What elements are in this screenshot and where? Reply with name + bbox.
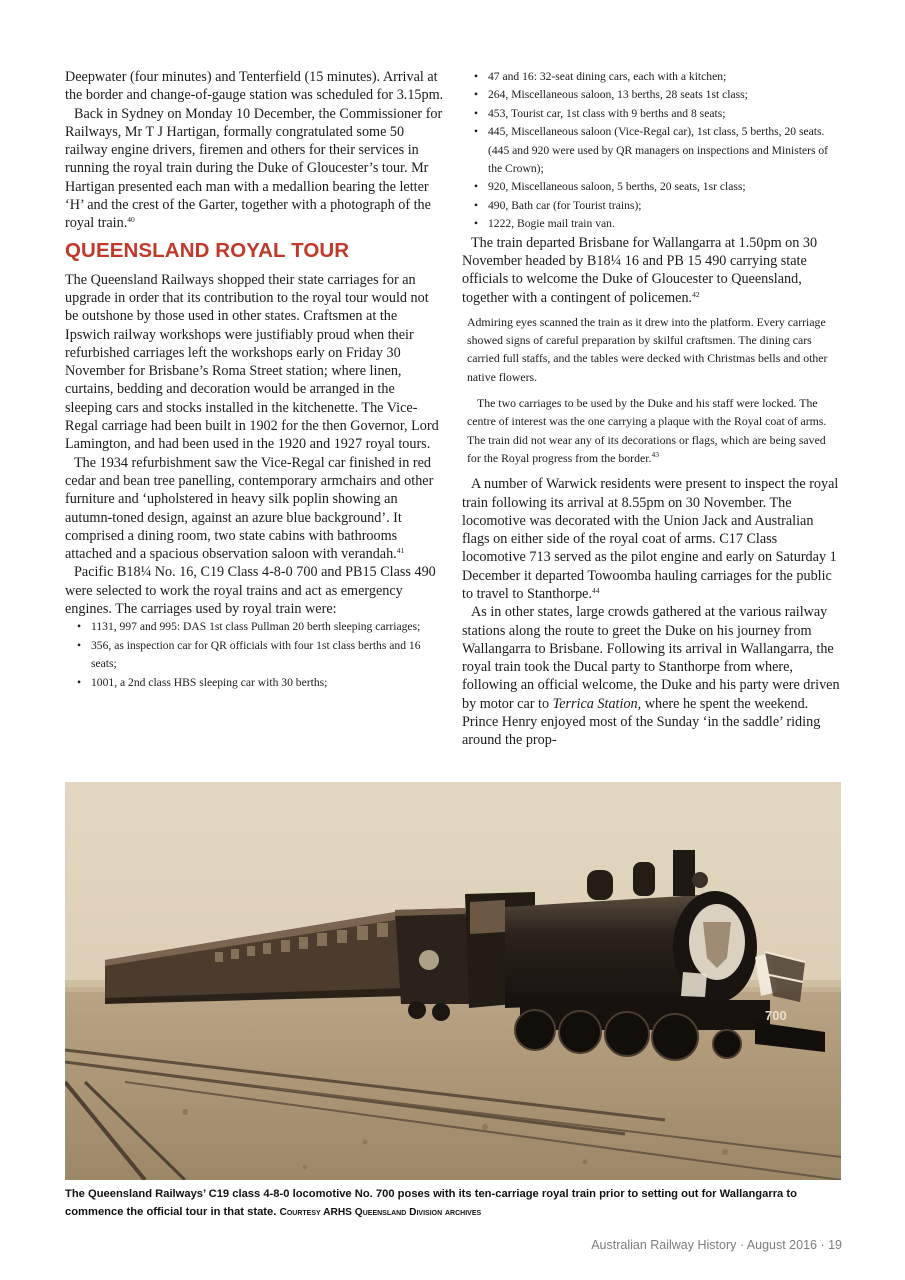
list-item: • 264, Miscellaneous saloon, 13 berths, 28 seats 1st class; — [474, 88, 748, 102]
list-item: • 445, Miscellaneous saloon (Vice-Regal car), 1st class, 5 berths, 20 seats. (445 and 920 were used by QR managers on inspections and Ministers of the Crown); — [474, 125, 829, 176]
carriage-list — [462, 68, 842, 234]
list-item: • 356, as inspection car for QR officials with four 1st class berths and 16 seats; — [77, 638, 421, 671]
quote-paragraph: Admiring eyes scanned the train as it drew into the platform. Every carriage showed signs of careful preparation by skilful craftsmen. The dining cars carried full staffs, and the tables were decked with Christmas bells and other native flowers. — [467, 314, 828, 384]
paragraph: Deepwater (four minutes) and Tenterfield (15 minutes). Arrival at the border and change-of-gauge station was scheduled for 3.15pm. — [65, 69, 444, 104]
quote-paragraph: The two carriages to be used by the Duke and his staff were locked. The centre of interest was the one carrying a plaque with the Royal coat of arms. The train did not wear any of its decorations or flags, which are being saved for the Royal progress from the border.$^{43}$ — [467, 396, 827, 465]
section-heading: QUEENSLAND ROYAL TOUR — [65, 238, 350, 262]
right-column — [462, 68, 842, 750]
carriage-list — [65, 618, 445, 692]
left-column — [65, 68, 445, 692]
list-item: • 453, Tourist car, 1st class with 9 berths and 8 seats; — [474, 106, 726, 120]
footnote-ref: 44 — [592, 586, 600, 595]
train-photo — [65, 782, 841, 1180]
footnote-ref: 40 — [127, 215, 135, 225]
paragraph: Back in Sydney on Monday 10 December, the Commissioner for Railways, Mr T J Hartigan, formally congratulated some 50 railway engine drivers, firemen and others for their services in running the royal train during the Duke of Gloucester’s tour. Mr Hartigan presented each man with a medallion bearing the letter ‘H’ and the crest of the Garter, together with a photograph of the royal train.$^{40}$ — [65, 105, 443, 232]
list-item: • 1131, 997 and 995: DAS 1st class Pullman 20 berth sleeping carriages; — [77, 620, 421, 634]
list-item: • 1222, Bogie mail train van. — [474, 217, 615, 231]
paragraph: As in other states, large crowds gathered at the various railway stations along the route to greet the Duke on his journey from Wallangarra to Brisbane. Following its arrival in Wallangarra, the royal train took the Ducal party to Stanthorpe from where, following an official welcome, the Duke and his party were driven by motor car to Terrica Station, where he spent the weekend. Prince Henry enjoyed most of the Sunday ‘in the saddle’ riding around the prop- — [462, 604, 840, 749]
paragraph: The 1934 refurbishment saw the Vice-Regal car finished in red cedar and bean tree panelling, contemporary armchairs and other furniture and ‘upholstered in heavy silk poplin showing an autumn-toned design, against an azure blue background’. It comprised a dining room, two state cabins with bathrooms attached and a spacious observation saloon with verandah.$^{41}$ — [65, 454, 434, 563]
photo-caption: The Queensland Railways’ C19 class 4-8-0 locomotive No. 700 poses with its ten-carriage royal train prior to setting out for Wallangarra to commence the official tour in that state. Courtesy ARHS Queensland Division archives — [65, 1188, 797, 1218]
list-item: • 490, Bath car (for Tourist trains); — [474, 198, 642, 212]
footnote-ref: 43 — [651, 449, 659, 459]
paragraph: Pacific B18¼ No. 16, C19 Class 4-8-0 700 and PB15 Class 490 were selected to work the royal trains and act as emergency engines. The carriages used by royal train were: — [65, 564, 436, 618]
loco-number: 700 — [765, 1008, 787, 1023]
list-item: • 47 and 16: 32-seat dining cars, each with a kitchen; — [474, 70, 727, 83]
page-footer: Australian Railway History · August 2016 · 19 — [591, 1238, 842, 1252]
paragraph: A number of Warwick residents were present to inspect the royal train following its arrival at 8.55pm on 30 November. The locomotive was decorated with the Union Jack and Australian flags on either side of the royal coat of arms. C17 Class locomotive 713 served as the pilot engine and early on Saturday 1 December it departed Towoomba hauling carriages for the public to travel to Stanthorpe.$^{44}$ — [462, 476, 839, 602]
list-item: • 920, Miscellaneous saloon, 5 berths, 20 seats, 1sr class; — [474, 180, 746, 194]
paragraph: The Queensland Railways shopped their state carriages for an upgrade in order that its contribution to the royal tour would not be outshone by those used in other states. Craftsmen at the Ipswich railway workshops were justifiably proud when their refurbished carriages left the workshops early on Friday 30 November for Brisbane’s Roma Street station; where linen, curtains, bedding and decoration would be arranged in the sleeping cars and stocks installed in the kitchenette. The Vice-Regal carriage had been built in 1902 for the then Governor, Lord Lamington, and had been used in the 1920 and 1927 royal tours. — [65, 271, 439, 453]
paragraph: The train departed Brisbane for Wallangarra at 1.50pm on 30 November headed by B18¼ 16 and PB 15 490 carrying state officials to welcome the Duke of Gloucester to Queensland, together with a contingent of policemen.$^{42}$ — [462, 234, 818, 306]
photo-credit: Courtesy ARHS Queensland Division archives — [279, 1207, 482, 1218]
block-quote — [467, 313, 842, 467]
italic-place-name: Terrica Station, — [552, 695, 642, 712]
footnote-ref: 41 — [396, 546, 405, 556]
footnote-ref: 42 — [692, 289, 700, 299]
list-item: • 1001, a 2nd class HBS sleeping car with 30 berths; — [77, 675, 328, 689]
